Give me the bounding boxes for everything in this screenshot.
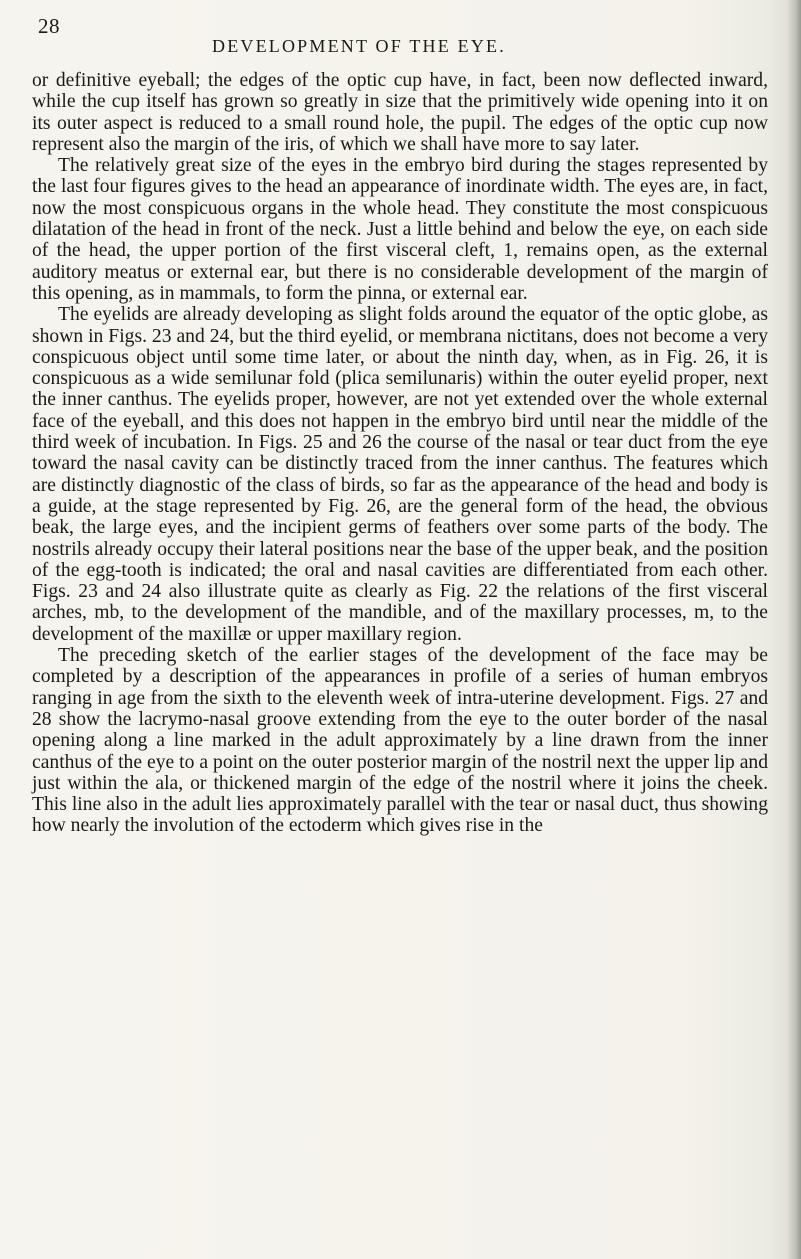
body-text <box>32 70 768 837</box>
paragraph-4: The preceding sketch of the earlier stages of the development of the face may be completed by a description of the appearances in profile of a series of human embryos ranging in age from the sixth to the eleventh week of intra-uterine development. Figs. 27 and 28 show the lacrymo-nasal groove extending from the eye to the outer border of the nasal opening along a line marked in the adult approximately by a line drawn from the inner canthus of the eye to a point on the outer posterior margin of the nostril next the upper lip and just within the ala, or thickened margin of the edge of the nostril where it joins the cheek. This line also in the adult lies approximately parallel with the tear or nasal duct, thus showing how nearly the involution of the ectoderm which gives rise in the <box>32 645 768 837</box>
page-number: 28 <box>38 14 60 38</box>
running-head-title: DEVELOPMENT OF THE EYE. <box>212 36 506 56</box>
page-edge-shadow <box>787 0 801 1259</box>
paragraph-1: or definitive eyeball; the edges of the optic cup have, in fact, been now deflected inward, while the cup itself has grown so greatly in size that the primitively wide opening into it on its outer aspect is reduced to a small round hole, the pupil. The edges of the optic cup now represent also the margin of the iris, of which we shall have more to say later. <box>32 70 768 155</box>
paragraph-2: The relatively great size of the eyes in the embryo bird during the stages represented by the last four figures gives to the head an appearance of inordinate width. The eyes are, in fact, now the most conspicuous organs in the whole head. They constitute the most conspicuous dilatation of the head in front of the neck. Just a little behind and below the eye, on each side of the head, the upper portion of the first visceral cleft, 1, remains open, as the external auditory meatus or external ear, but there is no considerable development of the margin of this opening, as in mammals, to form the pinna, or external ear. <box>32 155 768 304</box>
paragraph-3: The eyelids are already developing as slight folds around the equator of the optic globe, as shown in Figs. 23 and 24, but the third eyelid, or membrana nictitans, does not become a very conspicuous object until some time later, or about the ninth day, when, as in Fig. 26, it is conspicuous as a wide semilunar fold (plica semilunaris) within the outer eyelid proper, next the inner canthus. The eyelids proper, however, are not yet extended over the whole external face of the eyeball, and this does not happen in the embryo bird until near the middle of the third week of incubation. In Figs. 25 and 26 the course of the nasal or tear duct from the eye toward the nasal cavity can be distinctly traced from the inner canthus. The features which are distinctly diagnostic of the class of birds, so far as the appearance of the head and body is a guide, at the stage represented by Fig. 26, are the general form of the head, the obvious beak, the large eyes, and the incipient germs of feathers over some parts of the body. The nostrils already occupy their lateral positions near the base of the upper beak, and the position of the egg-tooth is indicated; the oral and nasal cavities are differentiated from each other. Figs. 23 and 24 also illustrate quite as clearly as Fig. 22 the relations of the first visceral arches, mb, to the development of the mandible, and of the maxillary processes, m, to the development of the maxillæ or upper maxillary region. <box>32 304 768 645</box>
